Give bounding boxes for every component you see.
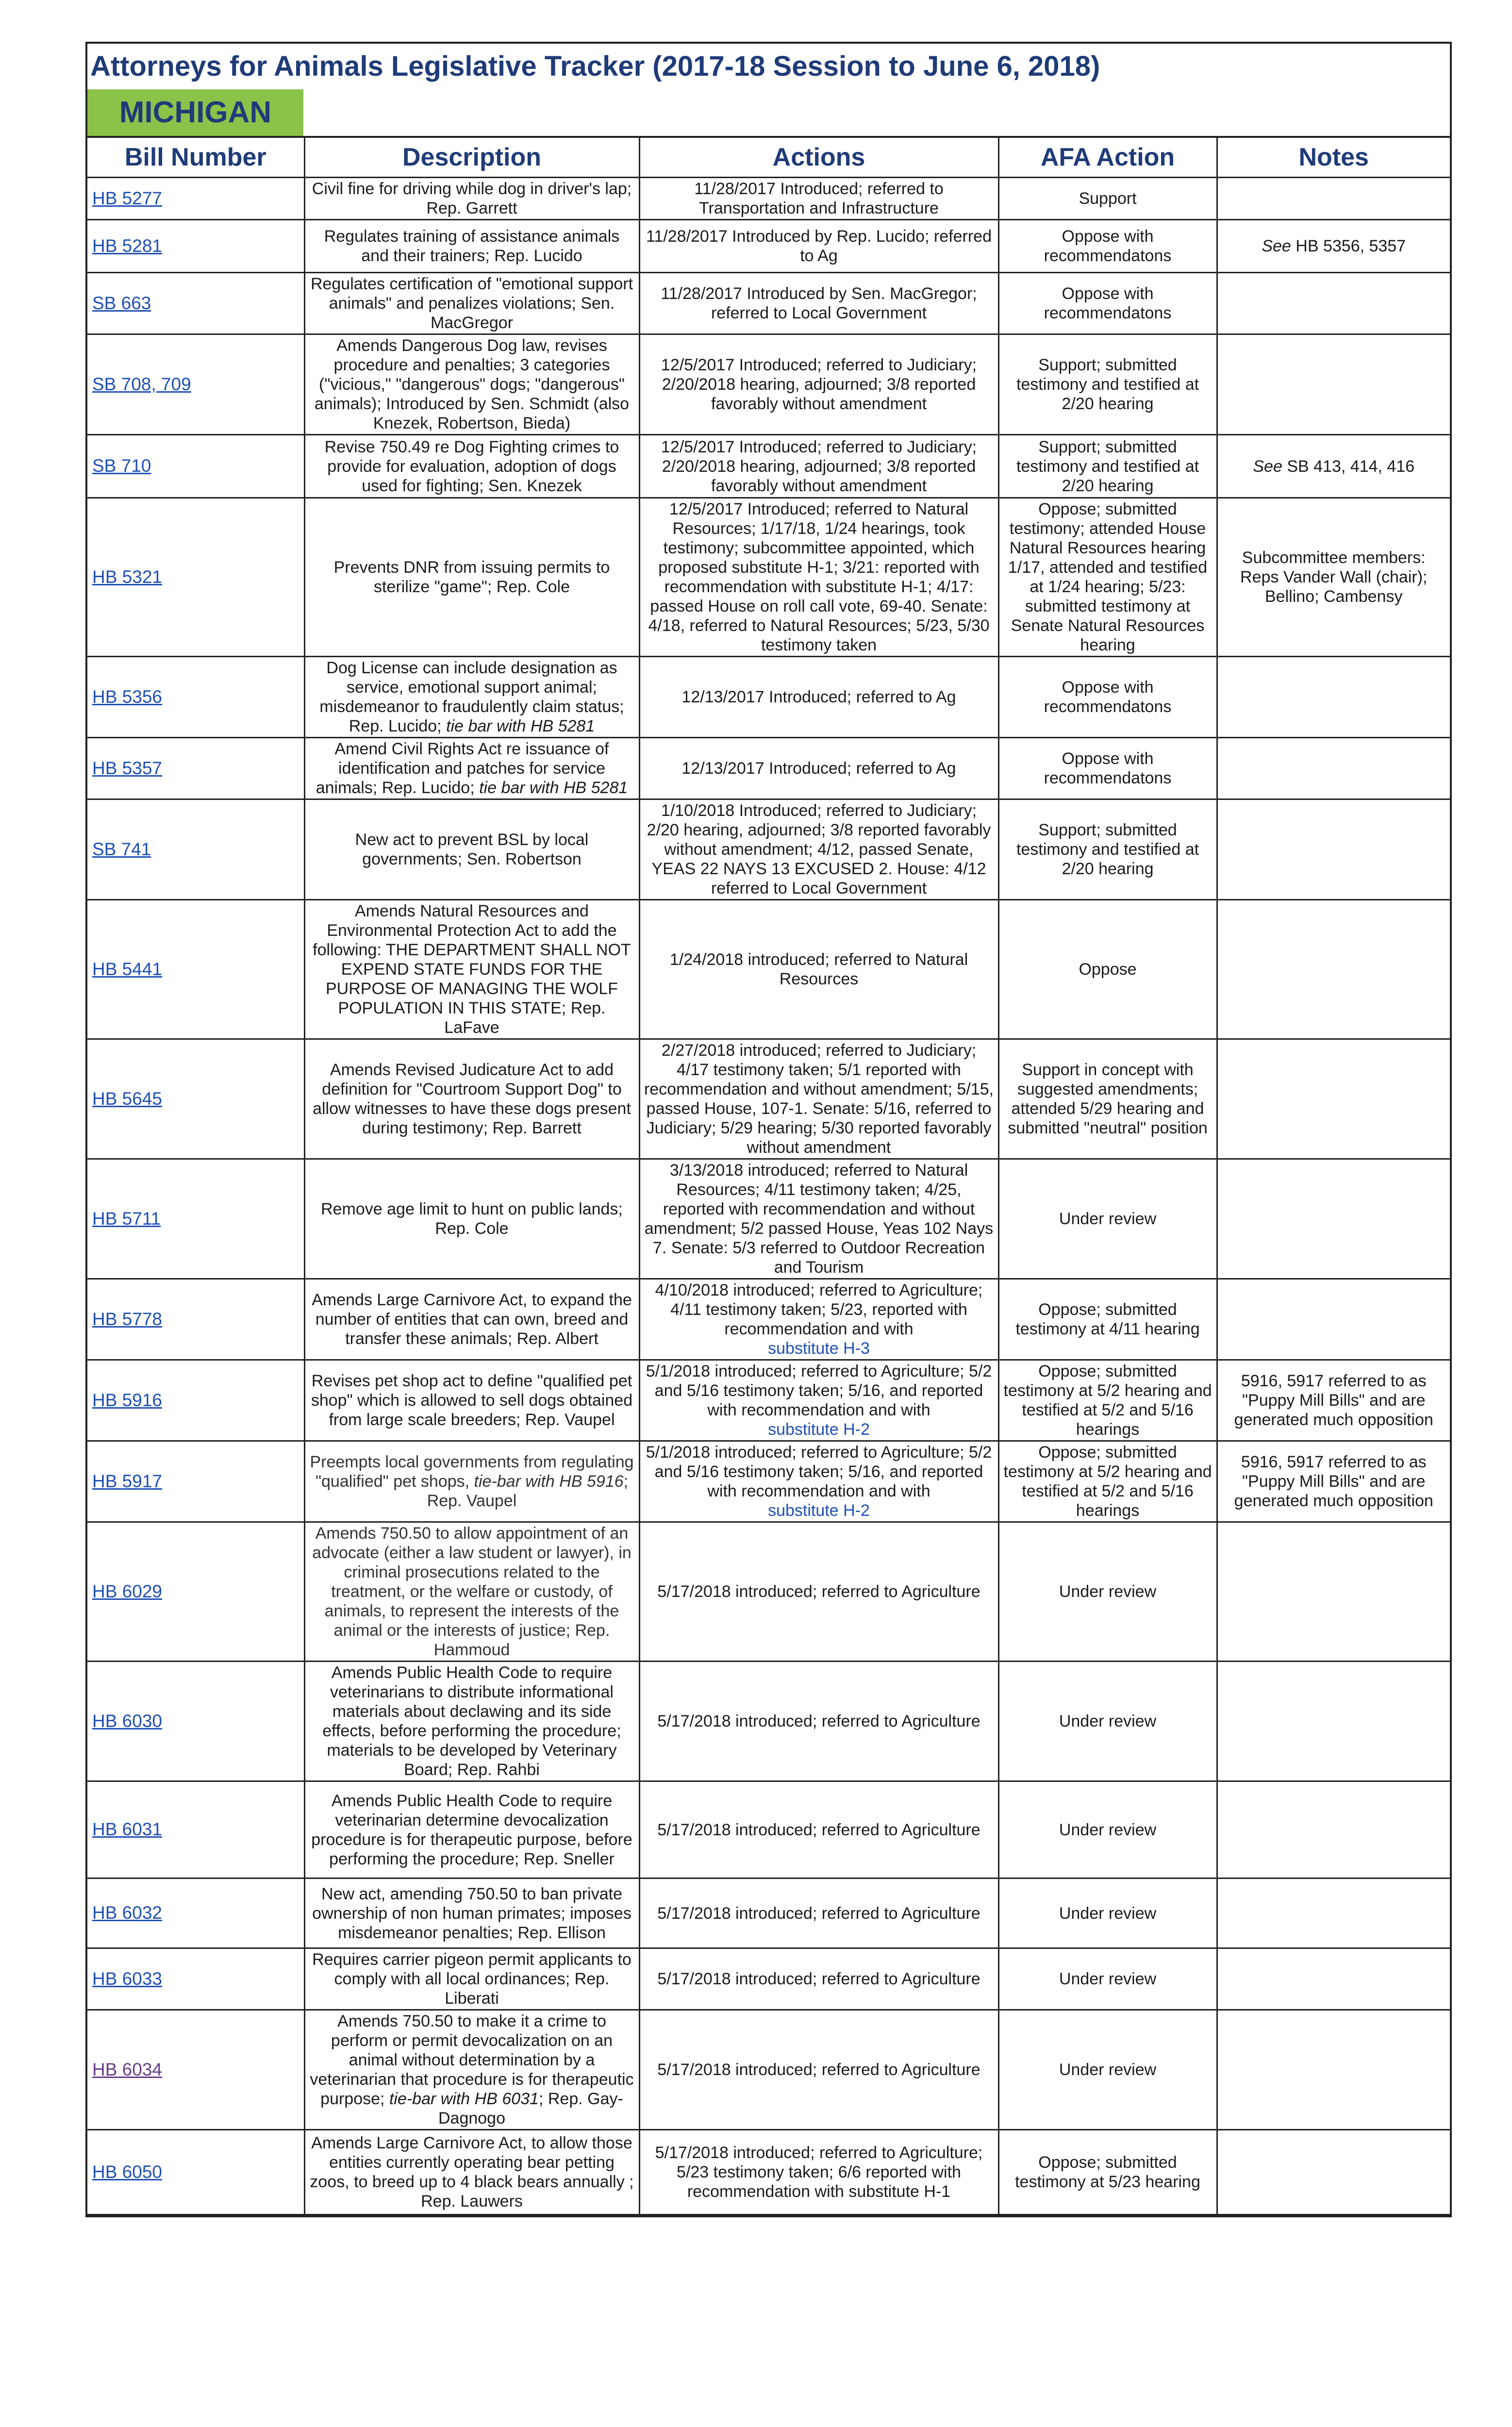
tie-bar-note: tie bar with HB 5281 xyxy=(446,717,595,735)
table-row xyxy=(87,178,1450,220)
bill-number-cell xyxy=(87,1039,304,1159)
description-cell xyxy=(304,1039,639,1159)
afa-action-cell xyxy=(998,2130,1217,2215)
afa-action-cell xyxy=(998,220,1217,273)
table-row xyxy=(87,498,1450,657)
bill-link[interactable]: HB 5356 xyxy=(92,686,162,707)
actions-text: 12/13/2017 Introduced; referred to Ag xyxy=(681,759,956,778)
description-text: Amends 750.50 to make it a crime to perform or permit devocalization on an animal without determination by a veterinarian that procedure is for therapeutic purpose; xyxy=(310,2012,634,2108)
description-cell xyxy=(304,178,639,220)
actions-cell xyxy=(639,799,998,900)
bill-link[interactable]: SB 708, 709 xyxy=(92,374,191,394)
description-cell xyxy=(304,2010,639,2130)
bill-link[interactable]: HB 6033 xyxy=(92,1968,162,1989)
actions-text: 11/28/2017 Introduced by Rep. Lucido; referred to Ag xyxy=(646,227,992,265)
afa-action-cell xyxy=(998,1662,1217,1781)
afa-action-text: Oppose; submitted testimony at 5/2 hearing and testified at 5/2 and 5/16 hearings xyxy=(1003,1362,1212,1439)
description-cell xyxy=(304,2130,639,2215)
actions-text: 11/28/2017 Introduced by Sen. MacGregor; referred to Local Government xyxy=(661,284,977,322)
actions-text: 5/17/2018 introduced; referred to Agriculture; 5/23 testimony taken; 6/6 reported with recommendation with substitute H-1 xyxy=(655,2144,983,2201)
header-afa-action: AFA Action xyxy=(998,138,1217,178)
afa-action-text: Oppose with recommendatons xyxy=(1044,284,1172,322)
actions-cell xyxy=(639,220,998,273)
notes-cell xyxy=(1217,2010,1450,2130)
description-text: Dog License can include designation as service, emotional support animal; misdemeanor to fraudulently claim status; Rep. Lucido; xyxy=(319,659,624,735)
afa-action-text: Support in concept with suggested amendments; attended 5/29 hearing and submitted "neutral" position xyxy=(1008,1061,1208,1137)
table-row xyxy=(87,738,1450,799)
description-text: Preempts local governments from regulating "qualified" pet shops, xyxy=(310,1453,634,1491)
afa-action-cell xyxy=(998,1279,1217,1360)
bill-link[interactable]: HB 5281 xyxy=(92,235,162,256)
description-text: Amends Public Health Code to require veterinarians to distribute informational materials about declawing and its side effects, before performing the procedure; materials to be developed by Veterinary Board; Rep. Rahbi xyxy=(322,1663,621,1779)
afa-action-cell xyxy=(998,1159,1217,1279)
description-cell xyxy=(304,738,639,799)
bill-link[interactable]: HB 5321 xyxy=(92,566,162,587)
notes-cell xyxy=(1217,498,1450,657)
table-row xyxy=(87,273,1450,334)
description-text: Regulates certification of "emotional support animals" and penalizes violations; Sen. MacGregor xyxy=(310,275,633,332)
description-sponsor: ; Rep. Gay-Dagnogo xyxy=(438,2090,623,2128)
notes-cell xyxy=(1217,657,1450,738)
tracker-document xyxy=(85,42,1452,2217)
bills-table xyxy=(87,138,1450,2215)
header-description: Description xyxy=(304,138,639,178)
afa-action-text: Oppose with recommendatons xyxy=(1044,678,1172,716)
bill-number-cell xyxy=(87,273,304,334)
actions-cell xyxy=(639,1948,998,2010)
notes-cell xyxy=(1217,2130,1450,2215)
tie-bar-note: tie bar with HB 5281 xyxy=(479,779,628,797)
notes-text: 5916, 5917 referred to as "Puppy Mill Bills" and are generated much opposition xyxy=(1234,1453,1433,1510)
bill-link[interactable]: HB 5711 xyxy=(92,1208,161,1229)
bill-link[interactable]: HB 5917 xyxy=(92,1471,162,1491)
actions-text: 4/10/2018 introduced; referred to Agriculture; 4/11 testimony taken; 5/23, reported with recommendation and with xyxy=(655,1281,983,1338)
actions-text: 3/13/2018 introduced; referred to Natural Resources; 4/11 testimony taken; 4/25, reported with recommendation and without amendment; 5/2 passed House, Yeas 102 Nays 7. Senate: 5/3 referred to Outdoor Recreation and Tourism xyxy=(644,1161,994,1277)
notes-cell xyxy=(1217,334,1450,435)
table-row xyxy=(87,1522,1450,1662)
description-text: Amends Large Carnivore Act, to allow those entities currently operating bear petting zoos, to breed up to 4 black bears annually ; Rep. Lauwers xyxy=(310,2134,634,2211)
substitute-link[interactable]: substitute H-2 xyxy=(768,1501,870,1520)
substitute-link[interactable]: substitute H-3 xyxy=(768,1339,870,1358)
substitute-link[interactable]: substitute H-2 xyxy=(768,1420,870,1439)
bill-number-cell xyxy=(87,498,304,657)
afa-action-cell xyxy=(998,738,1217,799)
actions-text: 12/5/2017 Introduced; referred to Judiciary; 2/20/2018 hearing, adjourned; 3/8 reported favorably without amendment xyxy=(661,356,977,413)
afa-action-cell xyxy=(998,334,1217,435)
afa-action-cell xyxy=(998,1039,1217,1159)
description-cell xyxy=(304,1662,639,1781)
notes-cell xyxy=(1217,1441,1450,1522)
afa-action-cell xyxy=(998,900,1217,1039)
afa-action-cell xyxy=(998,498,1217,657)
actions-text: 5/1/2018 introduced; referred to Agriculture; 5/2 and 5/16 testimony taken; 5/16, and reported with recommendation and with xyxy=(646,1362,992,1419)
actions-text: 5/17/2018 introduced; referred to Agriculture xyxy=(657,2061,980,2079)
description-text: Prevents DNR from issuing permits to sterilize "game"; Rep. Cole xyxy=(333,558,610,596)
notes-cell xyxy=(1217,1039,1450,1159)
actions-cell xyxy=(639,1159,998,1279)
afa-action-text: Under review xyxy=(1059,1820,1157,1839)
description-cell xyxy=(304,657,639,738)
table-row xyxy=(87,1948,1450,2010)
bill-link[interactable]: HB 6032 xyxy=(92,1903,162,1923)
bill-number-cell xyxy=(87,1159,304,1279)
tie-bar-note: tie-bar with HB 6031 xyxy=(389,2090,539,2108)
bill-number-cell xyxy=(87,1878,304,1948)
notes-text: HB 5356, 5357 xyxy=(1296,237,1406,255)
actions-text: 2/27/2018 introduced; referred to Judiciary; 4/17 testimony taken; 5/1 reported with recommendation and without amendment; 5/15, passed House, 107-1. Senate: 5/16, referred to Judiciary; 5/29 hearing; 5/30 reported favorably without amendment xyxy=(644,1041,994,1157)
table-row xyxy=(87,1159,1450,1279)
description-text: Amends Revised Judicature Act to add definition for "Courtroom Support Dog" to allow witnesses to have these dogs present during testimony; Rep. Barrett xyxy=(313,1061,631,1137)
table-row xyxy=(87,1279,1450,1360)
table-row xyxy=(87,1781,1450,1878)
actions-cell xyxy=(639,1781,998,1878)
notes-text: 5916, 5917 referred to as "Puppy Mill Bills" and are generated much opposition xyxy=(1234,1372,1433,1429)
bill-link[interactable]: HB 5441 xyxy=(92,959,162,979)
description-cell xyxy=(304,435,639,498)
bill-number-cell xyxy=(87,657,304,738)
actions-text: 5/1/2018 introduced; referred to Agriculture; 5/2 and 5/16 testimony taken; 5/16, and reported with recommendation and with xyxy=(646,1443,992,1500)
bill-number-cell xyxy=(87,1441,304,1522)
actions-cell xyxy=(639,900,998,1039)
afa-action-text: Under review xyxy=(1059,1582,1157,1601)
bill-number-cell xyxy=(87,435,304,498)
afa-action-cell xyxy=(998,1360,1217,1441)
header-bill-number: Bill Number xyxy=(87,138,304,178)
description-cell xyxy=(304,799,639,900)
description-cell xyxy=(304,1441,639,1522)
bill-link[interactable]: HB 5645 xyxy=(92,1088,162,1109)
actions-cell xyxy=(639,178,998,220)
notes-cell xyxy=(1217,1522,1450,1662)
description-cell xyxy=(304,1522,639,1662)
description-cell xyxy=(304,1159,639,1279)
actions-text: 12/5/2017 Introduced; referred to Natural Resources; 1/17/18, 1/24 hearings, took testimony; subcommittee appointed, which proposed substitute H-1; 3/21: reported with recommendation with substitute H-1; 4/17: passed House on roll call vote, 69-40. Senate: 4/18, referred to Natural Resources; 5/23, 5/30 testimony taken xyxy=(648,500,990,654)
afa-action-text: Oppose; submitted testimony at 4/11 hearing xyxy=(1015,1300,1200,1338)
actions-cell xyxy=(639,2010,998,2130)
actions-text: 1/10/2018 Introduced; referred to Judiciary; 2/20 hearing, adjourned; 3/8 reported favorably without amendment; 4/12, passed Senate, YEAS 22 NAYS 13 EXCUSED 2. House: 4/12 referred to Local Government xyxy=(647,801,991,898)
bill-number-cell xyxy=(87,1279,304,1360)
afa-action-text: Support xyxy=(1079,189,1137,208)
bill-number-cell xyxy=(87,1948,304,2010)
notes-cell xyxy=(1217,1781,1450,1878)
afa-action-text: Oppose; submitted testimony at 5/23 hearing xyxy=(1015,2153,1200,2191)
notes-cell xyxy=(1217,1159,1450,1279)
afa-action-cell xyxy=(998,1441,1217,1522)
afa-action-text: Oppose xyxy=(1079,960,1137,979)
description-cell xyxy=(304,1878,639,1948)
actions-text: 5/17/2018 introduced; referred to Agriculture xyxy=(657,1712,980,1730)
table-row xyxy=(87,900,1450,1039)
tie-bar-note: tie-bar with HB 5916 xyxy=(474,1472,624,1491)
notes-cell xyxy=(1217,738,1450,799)
bill-number-cell xyxy=(87,1662,304,1781)
see-label: See xyxy=(1253,457,1282,476)
notes-cell xyxy=(1217,220,1450,273)
description-cell xyxy=(304,220,639,273)
notes-cell xyxy=(1217,900,1450,1039)
notes-cell xyxy=(1217,178,1450,220)
actions-cell xyxy=(639,657,998,738)
afa-action-text: Under review xyxy=(1059,1904,1157,1923)
description-text: Amends 750.50 to allow appointment of an advocate (either a law student or lawyer), in criminal prosecutions related to the treatment, or the welfare or custody, of animals, to represent the interests of the animal or the interests of justice; Rep. Hammoud xyxy=(312,1524,631,1659)
bill-link[interactable]: SB 710 xyxy=(92,456,151,476)
description-text: New act, amending 750.50 to ban private ownership of non human primates; imposes misdemeanor penalties; Rep. Ellison xyxy=(312,1884,631,1942)
bill-link[interactable]: SB 663 xyxy=(92,293,151,313)
afa-action-text: Under review xyxy=(1059,2061,1157,2079)
actions-text: 1/24/2018 introduced; referred to Natural Resources xyxy=(669,950,968,988)
table-row xyxy=(87,2130,1450,2215)
bill-number-cell xyxy=(87,178,304,220)
bill-link[interactable]: HB 6030 xyxy=(92,1711,162,1731)
afa-action-text: Support; submitted testimony and testified at 2/20 hearing xyxy=(1016,437,1199,495)
page-title: Attorneys for Animals Legislative Tracker (2017-18 Session to June 6, 2018) xyxy=(90,50,1100,82)
actions-cell xyxy=(639,2130,998,2215)
bill-number-cell xyxy=(87,2010,304,2130)
bill-link[interactable]: HB 5277 xyxy=(92,188,162,208)
afa-action-text: Oppose; submitted testimony; attended House Natural Resources hearing 1/17, attended and testified at 1/24 hearing; 5/23: submitted testimony at Senate Natural Resources hearing xyxy=(1008,500,1208,654)
bill-link[interactable]: HB 6029 xyxy=(92,1581,162,1601)
table-row xyxy=(87,334,1450,435)
afa-action-text: Oppose with recommendatons xyxy=(1044,227,1172,265)
description-text: Amends Public Health Code to require veterinarian determine devocalization procedure is for therapeutic purpose, before performing the procedure; Rep. Sneller xyxy=(311,1791,632,1868)
actions-text: 5/17/2018 introduced; referred to Agriculture xyxy=(657,1582,980,1601)
bill-link[interactable]: HB 5916 xyxy=(92,1390,162,1410)
afa-action-text: Oppose with recommendatons xyxy=(1044,749,1172,787)
description-text: Remove age limit to hunt on public lands; Rep. Cole xyxy=(321,1200,623,1238)
description-text: New act to prevent BSL by local governments; Sen. Robertson xyxy=(355,831,589,868)
afa-action-text: Support; submitted testimony and testified at 2/20 hearing xyxy=(1016,821,1199,878)
actions-cell xyxy=(639,1522,998,1662)
afa-action-cell xyxy=(998,1522,1217,1662)
table-row xyxy=(87,657,1450,738)
description-cell xyxy=(304,334,639,435)
actions-cell xyxy=(639,738,998,799)
state-header-row xyxy=(87,89,1450,138)
state-badge: MICHIGAN xyxy=(87,89,303,136)
actions-cell xyxy=(639,1279,998,1360)
actions-text: 5/17/2018 introduced; referred to Agriculture xyxy=(657,1970,980,1988)
notes-cell xyxy=(1217,435,1450,498)
description-text: Civil fine for driving while dog in driver's lap; Rep. Garrett xyxy=(312,180,632,217)
description-text: Requires carrier pigeon permit applicants to comply with all local ordinances; Rep. Liberati xyxy=(312,1950,631,2008)
bill-link[interactable]: HB 6031 xyxy=(92,1819,162,1839)
afa-action-cell xyxy=(998,1948,1217,2010)
bill-link[interactable]: HB 6050 xyxy=(92,2161,162,2182)
description-text: Revises pet shop act to define "qualified pet shop" which is allowed to sell dogs obtained from large scale breeders; Rep. Vaupel xyxy=(311,1372,633,1429)
description-cell xyxy=(304,1948,639,2010)
actions-text: 5/17/2018 introduced; referred to Agriculture xyxy=(657,1820,980,1839)
bill-link[interactable]: SB 741 xyxy=(92,839,151,859)
actions-cell xyxy=(639,1878,998,1948)
table-row xyxy=(87,1039,1450,1159)
actions-cell xyxy=(639,498,998,657)
notes-cell xyxy=(1217,1878,1450,1948)
notes-cell xyxy=(1217,1360,1450,1441)
bill-number-cell xyxy=(87,1522,304,1662)
bill-number-cell xyxy=(87,1360,304,1441)
see-label: See xyxy=(1262,237,1291,255)
actions-cell xyxy=(639,334,998,435)
actions-text: 11/28/2017 Introduced; referred to Transportation and Infrastructure xyxy=(694,180,944,217)
table-row xyxy=(87,1441,1450,1522)
bill-number-cell xyxy=(87,900,304,1039)
notes-cell xyxy=(1217,1662,1450,1781)
description-cell xyxy=(304,1781,639,1878)
description-sponsor: ; Rep. Vaupel xyxy=(427,1472,629,1510)
afa-action-text: Under review xyxy=(1059,1970,1157,1988)
description-cell xyxy=(304,498,639,657)
bill-link[interactable]: HB 5778 xyxy=(92,1309,162,1329)
actions-cell xyxy=(639,1039,998,1159)
table-row xyxy=(87,1878,1450,1948)
bill-number-cell xyxy=(87,334,304,435)
table-row xyxy=(87,799,1450,900)
description-cell xyxy=(304,1360,639,1441)
afa-action-text: Support; submitted testimony and testified at 2/20 hearing xyxy=(1016,356,1199,413)
actions-text: 5/17/2018 introduced; referred to Agriculture xyxy=(657,1904,980,1923)
description-text: Revise 750.49 re Dog Fighting crimes to provide for evaluation, adoption of dogs used for fighting; Sen. Knezek xyxy=(324,437,619,495)
table-header-row xyxy=(87,138,1450,178)
actions-cell xyxy=(639,1441,998,1522)
afa-action-cell xyxy=(998,2010,1217,2130)
afa-action-cell xyxy=(998,1781,1217,1878)
afa-action-text: Under review xyxy=(1059,1210,1157,1228)
table-row xyxy=(87,1360,1450,1441)
bill-link[interactable]: HB 5357 xyxy=(92,758,162,778)
actions-cell xyxy=(639,273,998,334)
notes-text: Subcommittee members: Reps Vander Wall (chair); Bellino; Cambensy xyxy=(1240,549,1428,606)
afa-action-text: Oppose; submitted testimony at 5/2 hearing and testified at 5/2 and 5/16 hearings xyxy=(1003,1443,1212,1520)
afa-action-cell xyxy=(998,273,1217,334)
notes-text: SB 413, 414, 416 xyxy=(1287,457,1415,476)
afa-action-cell xyxy=(998,799,1217,900)
description-text: Amends Large Carnivore Act, to expand the number of entities that can own, breed and transfer these animals; Rep. Albert xyxy=(312,1291,632,1348)
afa-action-cell xyxy=(998,657,1217,738)
description-cell xyxy=(304,273,639,334)
afa-action-text: Under review xyxy=(1059,1712,1157,1730)
notes-cell xyxy=(1217,1279,1450,1360)
bill-number-cell xyxy=(87,220,304,273)
table-row xyxy=(87,1662,1450,1781)
bill-number-cell xyxy=(87,2130,304,2215)
bill-number-cell xyxy=(87,799,304,900)
table-row xyxy=(87,435,1450,498)
description-cell xyxy=(304,900,639,1039)
actions-text: 12/5/2017 Introduced; referred to Judiciary; 2/20/2018 hearing, adjourned; 3/8 reported favorably without amendment xyxy=(661,437,977,495)
afa-action-cell xyxy=(998,435,1217,498)
description-text: Amends Dangerous Dog law, revises procedure and penalties; 3 categories ("vicious," "dangerous" dogs; "dangerous" animals); Introduced by Sen. Schmidt (also Knezek, Robertson, Bieda) xyxy=(314,336,630,432)
actions-text: 12/13/2017 Introduced; referred to Ag xyxy=(681,688,956,706)
description-text: Regulates training of assistance animals and their trainers; Rep. Lucido xyxy=(324,227,620,265)
header-notes: Notes xyxy=(1217,138,1450,178)
description-cell xyxy=(304,1279,639,1360)
afa-action-cell xyxy=(998,1878,1217,1948)
header-actions: Actions xyxy=(639,138,998,178)
bill-number-cell xyxy=(87,1781,304,1878)
bill-number-cell xyxy=(87,738,304,799)
notes-cell xyxy=(1217,1948,1450,2010)
actions-cell xyxy=(639,1360,998,1441)
afa-action-cell xyxy=(998,178,1217,220)
table-row xyxy=(87,2010,1450,2130)
notes-cell xyxy=(1217,273,1450,334)
notes-cell xyxy=(1217,799,1450,900)
table-row xyxy=(87,220,1450,273)
description-text: Amend Civil Rights Act re issuance of identification and patches for service animals; Rep. Lucido; xyxy=(316,740,609,797)
description-text: Amends Natural Resources and Environmental Protection Act to add the following: THE DEPARTMENT SHALL NOT EXPEND STATE FUNDS FOR THE PURPOSE OF MANAGING THE WOLF POPULATION IN THIS STATE; Rep. LaFave xyxy=(313,902,631,1037)
actions-cell xyxy=(639,1662,998,1781)
actions-cell xyxy=(639,435,998,498)
bill-link[interactable]: HB 6034 xyxy=(92,2059,162,2079)
